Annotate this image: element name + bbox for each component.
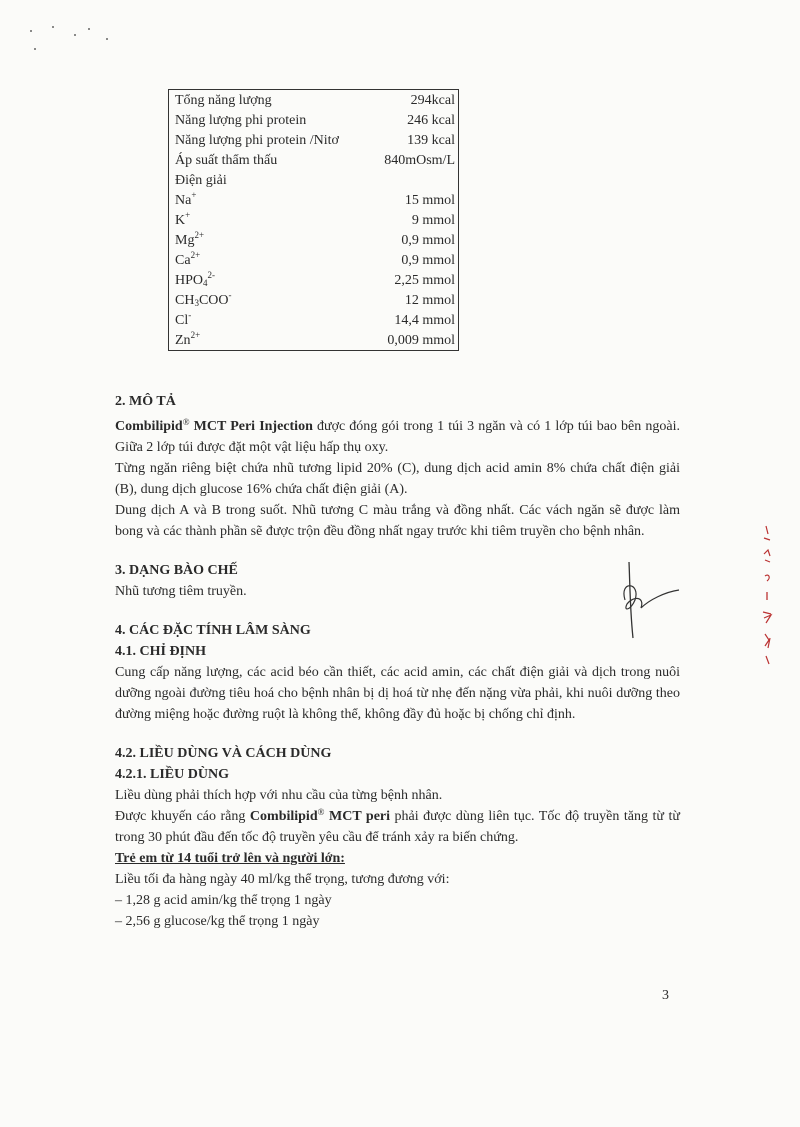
paragraph-dose-1: Liều dùng phải thích hợp với nhu cầu của từng bệnh nhân.	[115, 788, 443, 803]
subsection-heading-dose: 4.2.1. LIỀU DÙNG	[115, 767, 229, 782]
table-cell-value: 14,4 mmol	[394, 312, 455, 328]
table-cell-value: 15 mmol	[404, 192, 455, 208]
table-row	[169, 230, 459, 250]
table-cell-label: Cl-	[175, 309, 192, 328]
list-item-glucose: – 2,56 g glucose/kg thể trọng 1 ngày	[115, 914, 320, 929]
table-row	[169, 210, 459, 230]
table-row	[169, 90, 459, 111]
table-cell-label: $Zn^{2+}$	[175, 329, 201, 348]
table-row	[169, 150, 459, 170]
table-cell-value: 12 mmol	[404, 292, 455, 308]
table-row	[169, 110, 459, 130]
nutrition-table	[168, 89, 459, 351]
table-row	[169, 250, 459, 270]
section-heading-clinical: 4. CÁC ĐẶC TÍNH LÂM SÀNG	[115, 623, 311, 638]
table-cell-value: 9 mmol	[411, 212, 455, 228]
table-cell-value: 0,9 mmol	[401, 232, 455, 248]
table-row	[169, 130, 459, 150]
table-cell-label: K+	[175, 209, 191, 228]
table-cell-value: 139 kcal	[407, 132, 455, 148]
signature-mark	[605, 560, 685, 640]
table-row	[169, 190, 459, 210]
margin-handwriting	[752, 520, 782, 670]
paragraph-dose-2: Được khuyến cáo rằng Combilipid® MCT peri phải được dùng liên tục. Tốc độ truyền tăng từ từ trong 30 phút đầu đến tốc độ truyền yêu cầu để tránh xảy ra biến chứng.	[115, 807, 680, 845]
table-cell-label: Tổng năng lượng	[175, 92, 272, 108]
section-heading-description: 2. MÔ TẢ	[115, 394, 176, 409]
paragraph-description-3: Dung dịch A và B trong suốt. Nhũ tương C màu trắng và đồng nhất. Các vách ngăn sẽ được làm bong và các thành phần sẽ được trộn đều đồng nhất ngay trước khi tiêm truyền cho bệnh nhân.	[115, 503, 680, 539]
table-cell-value: 0,9 mmol	[401, 252, 455, 268]
section-heading-dosage: 4.2. LIỀU DÙNG VÀ CÁCH DÙNG	[115, 746, 332, 761]
table-cell-value: 246 kcal	[407, 112, 455, 128]
table-cell-label: $CH_3COO^-$	[175, 289, 232, 308]
table-cell-label: $HPO_4^{2-}$	[175, 269, 216, 288]
table-cell-label: $Mg^{2+}$	[175, 229, 205, 248]
table-cell-value: 0,009 mmol	[387, 332, 455, 348]
table-row	[169, 310, 459, 330]
table-cell-label: Áp suất thẩm thấu	[175, 152, 278, 168]
paragraph-dosage-form: Nhũ tương tiêm truyền.	[115, 584, 247, 599]
subsection-heading-indication: 4.1. CHỈ ĐỊNH	[115, 644, 207, 659]
table-cell-label: $Ca^{2+}$	[175, 249, 201, 268]
table-row	[169, 290, 459, 310]
table-cell-label: Điện giải	[175, 172, 227, 188]
list-item-amino: – 1,28 g acid amin/kg thể trọng 1 ngày	[115, 893, 332, 908]
table-cell-value: 840mOsm/L	[384, 152, 455, 168]
paragraph-dose-max: Liều tối đa hàng ngày 40 ml/kg thể trọng, tương đương với:	[115, 872, 450, 887]
document-body	[115, 391, 680, 932]
table-cell-value: 294kcal	[410, 92, 455, 108]
paragraph-dose-audience: Trẻ em từ 14 tuổi trở lên và người lớn:	[115, 851, 345, 866]
page-number: 3	[662, 988, 669, 1003]
scan-specks	[30, 26, 120, 56]
paragraph-description-1: Combilipid® MCT Peri Injection được đóng gói trong 1 túi 3 ngăn và có 1 lớp túi bao bên ngoài. Giữa 2 lớp túi được đặt một vật liệu hấp thụ oxy.	[115, 417, 680, 455]
paragraph-description-2: Từng ngăn riêng biệt chứa nhũ tương lipid 20% (C), dung dịch acid amin 8% chứa chất điện giải (B), dung dịch glucose 16% chứa chất điện giải (A).	[115, 461, 680, 497]
section-heading-dosage-form: 3. DẠNG BÀO CHẾ	[115, 563, 238, 578]
table-cell-label: Na+	[175, 189, 197, 208]
table-row	[169, 270, 459, 290]
table-cell-value	[355, 170, 459, 190]
table-cell-label: Năng lượng phi protein	[175, 112, 307, 128]
table-row	[169, 330, 459, 351]
table-row	[169, 170, 459, 190]
table-cell-value: 2,25 mmol	[394, 272, 455, 288]
paragraph-indication: Cung cấp năng lượng, các acid béo cần thiết, các acid amin, các chất điện giải và dịch trong nuôi dưỡng ngoài đường tiêu hoá cho bệnh nhân bị dị hoá từ nhẹ đến nặng vừa phải, khi nuôi dưỡng theo đường miệng hoặc đường ruột là không thể, không đầy đủ hoặc bị chống chỉ định.	[115, 665, 680, 722]
table-cell-label: Năng lượng phi protein /Nitơ	[175, 132, 339, 148]
